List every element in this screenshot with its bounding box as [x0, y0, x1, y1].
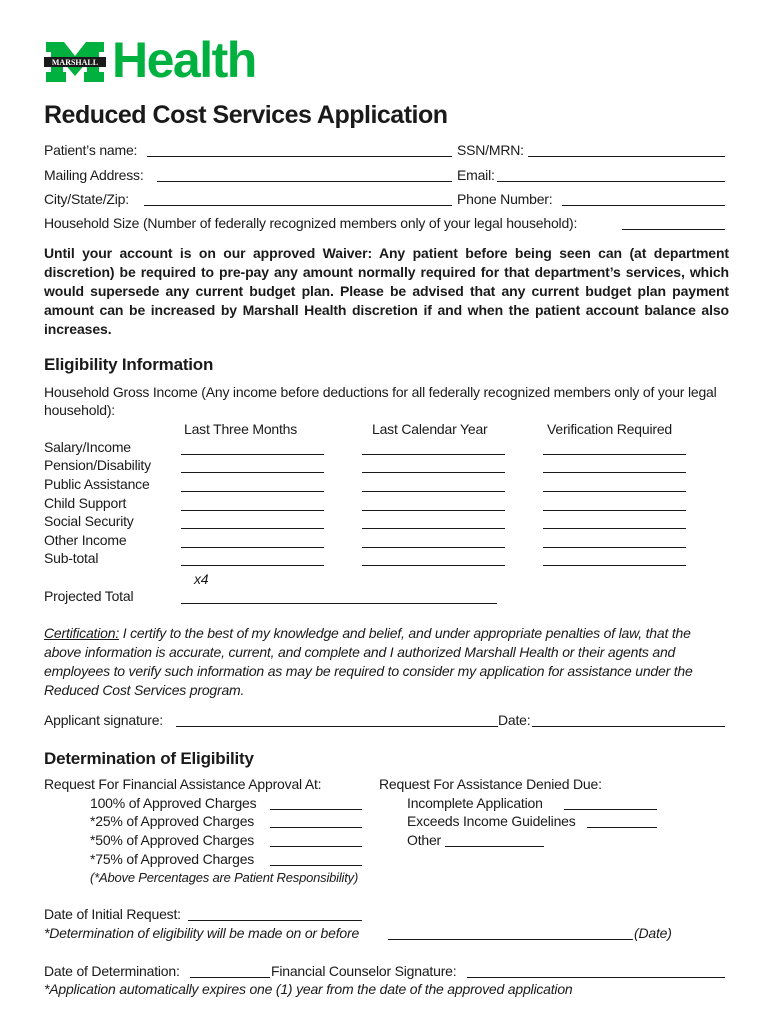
approval-100: 100% of Approved Charges [90, 795, 257, 811]
approval-100-field[interactable] [270, 809, 362, 810]
patient-name-field[interactable] [147, 156, 452, 157]
row-salary-income: Salary/Income [44, 439, 131, 455]
determination-heading: Determination of Eligibility [44, 749, 254, 768]
pension-3mo-field[interactable] [181, 472, 324, 473]
salary-verif-field[interactable] [543, 454, 686, 455]
mailing-address-field[interactable] [157, 181, 452, 182]
certification-text: I certify to the best of my knowledge and belief, and under appropriate penalties of law, that the above information is accurate, current, and complete and I authorized Marshall Health or their agents and employees to verify such information as may be required to consider my application for assistance under the Reduced Cost Services program. [44, 625, 693, 698]
household-size-label: Household Size (Number of federally recognized members only of your legal household): [44, 215, 578, 231]
applicant-signature-label: Applicant signature: [44, 712, 163, 728]
approval-75-field[interactable] [270, 865, 362, 866]
row-pension-disability: Pension/Disability [44, 457, 151, 473]
other-income-3mo-field[interactable] [181, 547, 324, 548]
row-other-income: Other Income [44, 532, 127, 548]
col-last-three-months: Last Three Months [184, 421, 298, 437]
counselor-signature-label: Financial Counselor Signature: [271, 963, 457, 979]
projected-total-label: Projected Total [44, 588, 134, 604]
child-support-year-field[interactable] [362, 510, 505, 511]
social-security-verif-field[interactable] [543, 528, 686, 529]
ssn-label: SSN/MRN: [457, 142, 524, 158]
subtotal-verif-field[interactable] [543, 565, 686, 566]
income-intro: Household Gross Income (Any income before deductions for all federally recognized members only of your legal household): [44, 384, 717, 418]
denied-header: Request For Assistance Denied Due: [379, 776, 602, 792]
signature-date-field[interactable] [532, 726, 725, 727]
determination-deadline-note: *Determination of eligibility will be made on or before [44, 925, 360, 941]
approval-25: *25% of Approved Charges [90, 813, 255, 829]
public-assist-verif-field[interactable] [543, 491, 686, 492]
pension-verif-field[interactable] [543, 472, 686, 473]
denied-exceeds-field[interactable] [587, 827, 657, 828]
multiplier-label: x4 [194, 571, 209, 587]
pension-year-field[interactable] [362, 472, 505, 473]
signature-date-label: Date: [498, 712, 531, 728]
marshall-m-logo [44, 40, 106, 84]
applicant-signature-field[interactable] [176, 726, 498, 727]
denied-incomplete-field[interactable] [564, 809, 657, 810]
col-last-calendar-year: Last Calendar Year [372, 421, 488, 437]
email-field[interactable] [497, 181, 725, 182]
date-of-determination-field[interactable] [190, 977, 270, 978]
city-state-zip-field[interactable] [144, 205, 452, 206]
determination-deadline-field[interactable] [388, 939, 633, 940]
public-assist-year-field[interactable] [362, 491, 505, 492]
email-label: Email: [457, 167, 495, 183]
approval-25-field[interactable] [270, 827, 362, 828]
other-income-verif-field[interactable] [543, 547, 686, 548]
salary-year-field[interactable] [362, 454, 505, 455]
denied-other: Other [407, 832, 442, 848]
ssn-field[interactable] [528, 156, 725, 157]
col-verification-required: Verification Required [547, 421, 672, 437]
denied-other-field[interactable] [445, 846, 544, 847]
salary-3mo-field[interactable] [181, 454, 324, 455]
child-support-3mo-field[interactable] [181, 510, 324, 511]
initial-request-label: Date of Initial Request: [44, 906, 181, 922]
subtotal-year-field[interactable] [362, 565, 505, 566]
projected-total-field[interactable] [181, 603, 497, 604]
subtotal-3mo-field[interactable] [181, 565, 324, 566]
patient-name-label: Patient’s name: [44, 142, 138, 158]
approval-note: (*Above Percentages are Patient Responsibility) [90, 870, 359, 885]
denied-exceeds-income: Exceeds Income Guidelines [407, 813, 576, 829]
denied-incomplete: Incomplete Application [407, 795, 543, 811]
phone-field[interactable] [562, 205, 725, 206]
row-public-assistance: Public Assistance [44, 476, 150, 492]
mailing-address-label: Mailing Address: [44, 167, 144, 183]
expiry-note: *Application automatically expires one (1) year from the date of the approved application [44, 981, 573, 997]
row-child-support: Child Support [44, 495, 127, 511]
city-state-zip-label: City/State/Zip: [44, 191, 129, 207]
page-title: Reduced Cost Services Application [44, 101, 448, 129]
public-assist-3mo-field[interactable] [181, 491, 324, 492]
row-social-security: Social Security [44, 513, 134, 529]
eligibility-heading: Eligibility Information [44, 355, 214, 374]
logo-text: MARSHALL [51, 58, 99, 67]
phone-label: Phone Number: [457, 191, 553, 207]
child-support-verif-field[interactable] [543, 510, 686, 511]
initial-request-field[interactable] [188, 920, 362, 921]
prepay-notice: Until your account is on our approved Waiver: Any patient before being seen can (at department discretion) be required to pre-pay any amount normally required for that department’s services, which would supersede any current budget plan. Please be advised that any current budget plan payment amount can be increased by Marshall Health discretion if and when the patient account balance also increases. [44, 245, 729, 337]
date-paren-label: (Date) [634, 925, 672, 941]
social-security-year-field[interactable] [362, 528, 505, 529]
counselor-signature-field[interactable] [467, 977, 725, 978]
certification-statement [44, 624, 730, 700]
approval-50-field[interactable] [270, 846, 362, 847]
social-security-3mo-field[interactable] [181, 528, 324, 529]
household-size-field[interactable] [622, 229, 725, 230]
other-income-year-field[interactable] [362, 547, 505, 548]
brand-wordmark: Health [112, 32, 256, 88]
approval-50: *50% of Approved Charges [90, 832, 255, 848]
row-sub-total: Sub-total [44, 550, 99, 566]
approval-header: Request For Financial Assistance Approval At: [44, 776, 322, 792]
date-of-determination-label: Date of Determination: [44, 963, 180, 979]
certification-label: Certification: [44, 625, 120, 641]
approval-75: *75% of Approved Charges [90, 851, 255, 867]
